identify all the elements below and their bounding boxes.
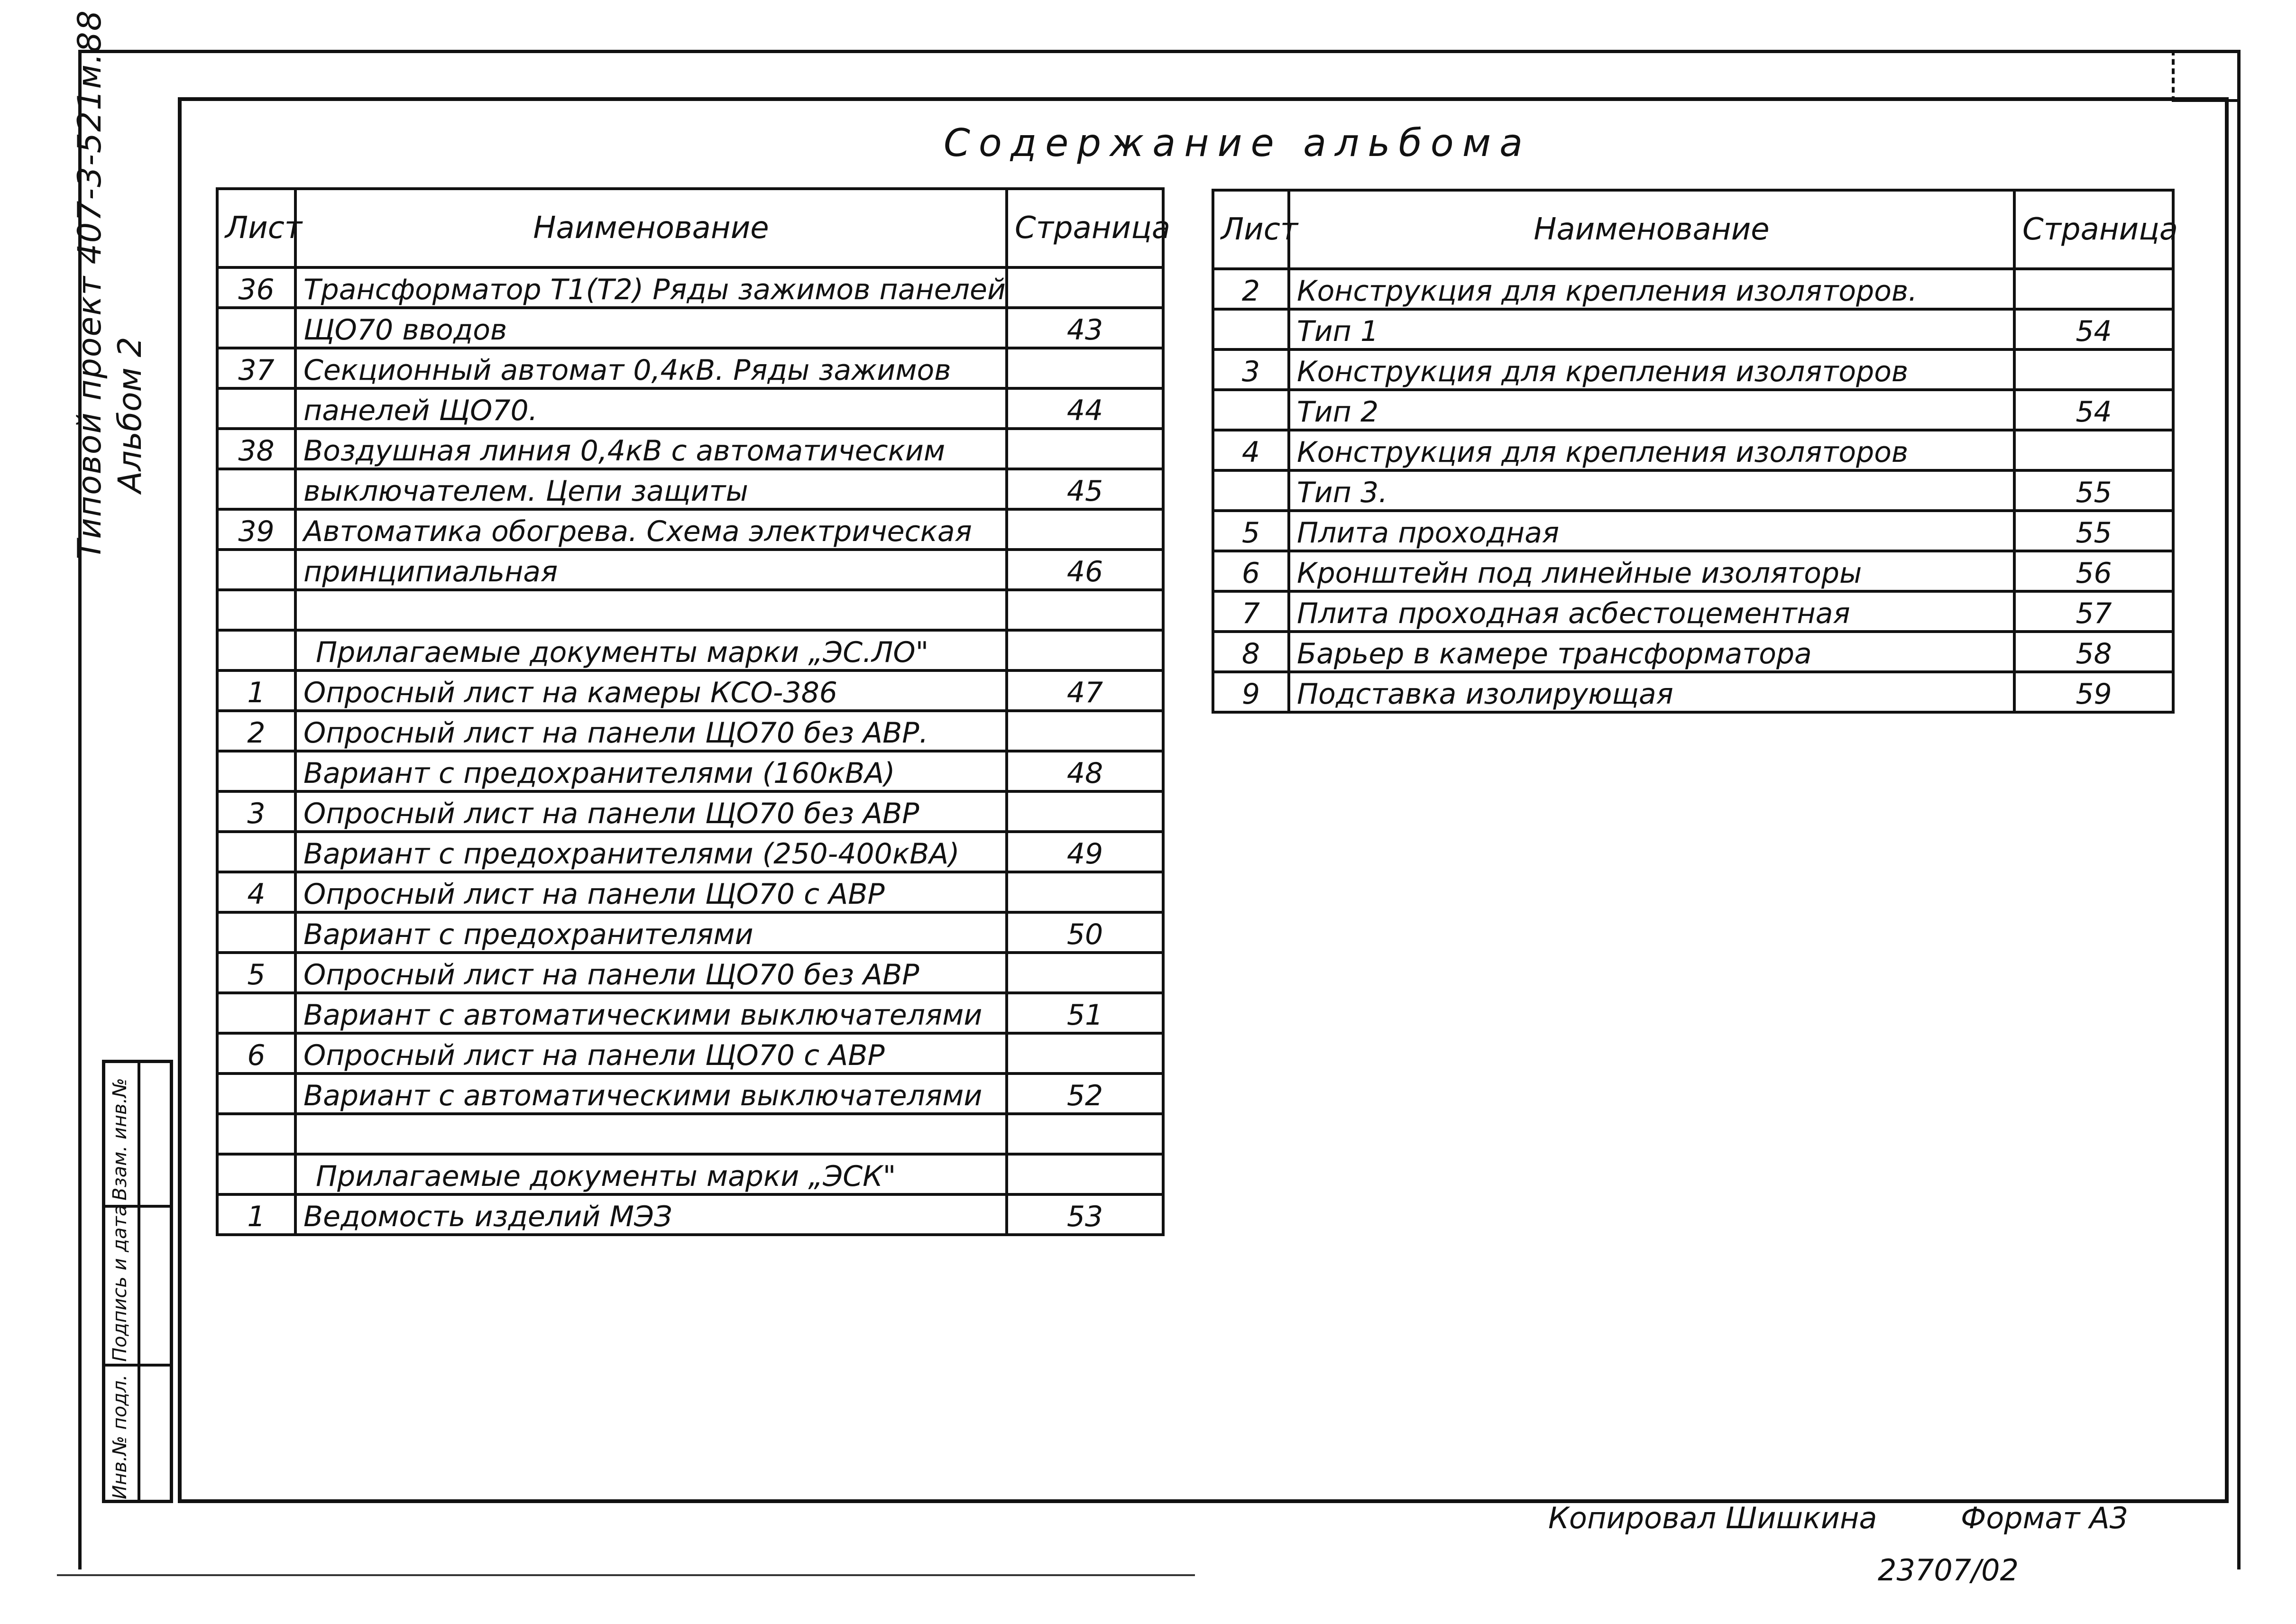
row-sheet-cell	[217, 1114, 295, 1154]
row-sheet-cell	[217, 388, 295, 429]
table-header-row	[1213, 190, 2173, 269]
row-sheet-cell: 6	[1213, 551, 1289, 591]
row-name-cell: принципиальная	[295, 550, 1007, 590]
row-sheet-cell	[217, 1073, 295, 1114]
table-row	[217, 469, 1163, 509]
row-name-cell: ЩО70 вводов	[295, 308, 1007, 348]
table-row	[217, 953, 1163, 993]
table-row	[217, 670, 1163, 711]
row-name-cell: Воздушная линия 0,4кВ с автоматическим	[295, 429, 1007, 469]
row-page-cell	[1007, 1033, 1163, 1073]
row-name-cell: Прилагаемые документы марки „ЭСК"	[295, 1154, 1007, 1194]
row-sheet-cell: 36	[217, 267, 295, 308]
row-name-cell: Опросный лист на камеры КСО-386	[295, 670, 1007, 711]
row-name-cell: Кронштейн под линейные изоляторы	[1289, 551, 2014, 591]
row-name-cell: Опросный лист на панели ЩО70 без АВР	[295, 791, 1007, 832]
row-page-cell: 44	[1007, 388, 1163, 429]
row-name-cell: Секционный автомат 0,4кВ. Ряды зажимов	[295, 348, 1007, 388]
row-sheet-cell: 8	[1213, 632, 1289, 672]
row-sheet-cell: 4	[217, 872, 295, 912]
row-sheet-cell	[1213, 309, 1289, 349]
row-name-cell	[295, 590, 1007, 630]
row-page-cell	[2014, 349, 2173, 390]
row-sheet-cell	[217, 832, 295, 872]
row-page-cell: 50	[1007, 912, 1163, 953]
table-row	[1213, 672, 2173, 712]
row-page-cell	[1007, 267, 1163, 308]
row-page-cell	[1007, 509, 1163, 550]
row-page-cell	[1007, 348, 1163, 388]
table-row	[217, 912, 1163, 953]
row-sheet-cell: 2	[1213, 269, 1289, 309]
row-name-cell: Вариант с предохранителями (160кВА)	[295, 751, 1007, 791]
row-sheet-cell	[217, 912, 295, 953]
row-sheet-cell: 1	[217, 1194, 295, 1235]
row-page-cell	[1007, 630, 1163, 670]
table-row	[217, 509, 1163, 550]
row-page-cell	[1007, 872, 1163, 912]
row-page-cell: 51	[1007, 993, 1163, 1033]
table-row	[217, 993, 1163, 1033]
table-row	[217, 1154, 1163, 1194]
row-name-cell: Прилагаемые документы марки „ЭС.ЛО"	[295, 630, 1007, 670]
row-sheet-cell: 3	[217, 791, 295, 832]
row-page-cell: 43	[1007, 308, 1163, 348]
row-page-cell: 55	[2014, 511, 2173, 551]
header-name: Наименование	[1289, 190, 2014, 269]
row-page-cell	[1007, 791, 1163, 832]
table-row	[217, 388, 1163, 429]
row-sheet-cell	[217, 993, 295, 1033]
row-name-cell	[295, 1114, 1007, 1154]
project-title: Типовой проект 407-3-521м.88	[71, 9, 109, 560]
row-page-cell: 53	[1007, 1194, 1163, 1235]
row-sheet-cell: 6	[217, 1033, 295, 1073]
row-page-cell	[1007, 953, 1163, 993]
row-page-cell	[1007, 711, 1163, 751]
table-row	[217, 751, 1163, 791]
row-page-cell	[1007, 429, 1163, 469]
row-page-cell: 57	[2014, 591, 2173, 632]
row-sheet-cell	[217, 308, 295, 348]
row-page-cell: 58	[2014, 632, 2173, 672]
row-page-cell	[1007, 1114, 1163, 1154]
row-name-cell: Автоматика обогрева. Схема электрическая	[295, 509, 1007, 550]
contents-table-left	[216, 187, 1171, 1236]
row-sheet-cell	[217, 469, 295, 509]
album-number: Альбом 2	[111, 337, 149, 493]
header-page: Страница	[2014, 190, 2173, 269]
row-page-cell: 46	[1007, 550, 1163, 590]
row-sheet-cell	[217, 630, 295, 670]
table-row	[217, 872, 1163, 912]
table-row	[1213, 390, 2173, 430]
table-header-row	[217, 189, 1163, 267]
table-row	[217, 1073, 1163, 1114]
row-sheet-cell	[217, 1154, 295, 1194]
sheet-format: Формат А3	[1961, 1501, 2129, 1535]
row-name-cell: Барьер в камере трансформатора	[1289, 632, 2014, 672]
table-row	[1213, 470, 2173, 511]
row-page-cell	[2014, 269, 2173, 309]
row-page-cell: 56	[2014, 551, 2173, 591]
corner-box	[2172, 50, 2241, 102]
stamp-label-signature: Подпись и дата	[109, 1204, 131, 1362]
stamp-label-inventory: Инв.№ подл.	[109, 1374, 131, 1499]
row-sheet-cell	[1213, 470, 1289, 511]
header-page: Страница	[1007, 189, 1163, 267]
table-row	[217, 429, 1163, 469]
row-page-cell: 47	[1007, 670, 1163, 711]
row-page-cell: 54	[2014, 390, 2173, 430]
table-row	[1213, 511, 2173, 551]
row-page-cell: 52	[1007, 1073, 1163, 1114]
row-name-cell: Вариант с предохранителями	[295, 912, 1007, 953]
row-name-cell: Конструкция для крепления изоляторов.	[1289, 269, 2014, 309]
row-name-cell: Плита проходная	[1289, 511, 2014, 551]
table-row	[217, 267, 1163, 308]
row-name-cell: Опросный лист на панели ЩО70 с АВР	[295, 1033, 1007, 1073]
row-name-cell: Конструкция для крепления изоляторов	[1289, 430, 2014, 470]
row-page-cell	[1007, 590, 1163, 630]
row-sheet-cell: 9	[1213, 672, 1289, 712]
table-row	[217, 590, 1163, 630]
row-name-cell: Тип 3.	[1289, 470, 2014, 511]
row-sheet-cell: 5	[1213, 511, 1289, 551]
approval-stamp	[102, 1060, 173, 1503]
row-name-cell: Тип 1	[1289, 309, 2014, 349]
table-row	[217, 832, 1163, 872]
stamp-cell-signature	[105, 1204, 170, 1367]
table-row	[1213, 269, 2173, 309]
row-name-cell: Ведомость изделий МЭЗ	[295, 1194, 1007, 1235]
row-sheet-cell: 37	[217, 348, 295, 388]
table-row	[217, 308, 1163, 348]
row-name-cell: Опросный лист на панели ЩО70 без АВР.	[295, 711, 1007, 751]
side-title	[71, 9, 194, 560]
table-row	[217, 630, 1163, 670]
row-name-cell: Трансформатор Т1(Т2) Ряды зажимов панелей	[295, 267, 1007, 308]
table-row	[217, 711, 1163, 751]
header-sheet: Лист	[1213, 190, 1289, 269]
row-page-cell: 54	[2014, 309, 2173, 349]
bottom-edge-line	[57, 1574, 1195, 1576]
row-sheet-cell	[217, 751, 295, 791]
row-sheet-cell	[217, 590, 295, 630]
stamp-label-replacement: Взам. инв.№	[109, 1078, 131, 1201]
stamp-cell-inventory	[105, 1367, 170, 1503]
row-page-cell: 48	[1007, 751, 1163, 791]
table-row	[217, 348, 1163, 388]
row-sheet-cell: 38	[217, 429, 295, 469]
row-sheet-cell: 1	[217, 670, 295, 711]
table-row	[1213, 591, 2173, 632]
table-row	[217, 791, 1163, 832]
row-sheet-cell	[1213, 390, 1289, 430]
row-name-cell: Вариант с автоматическими выключателями	[295, 993, 1007, 1033]
row-page-cell: 49	[1007, 832, 1163, 872]
row-name-cell: Вариант с автоматическими выключателями	[295, 1073, 1007, 1114]
table-row	[217, 1194, 1163, 1235]
row-sheet-cell: 4	[1213, 430, 1289, 470]
row-name-cell: Вариант с предохранителями (250-400кВА)	[295, 832, 1007, 872]
row-page-cell	[2014, 430, 2173, 470]
row-sheet-cell: 3	[1213, 349, 1289, 390]
document-number: 23707/02	[1878, 1553, 2019, 1587]
row-page-cell: 59	[2014, 672, 2173, 712]
row-sheet-cell	[217, 550, 295, 590]
table-row	[217, 550, 1163, 590]
row-name-cell: Подставка изолирующая	[1289, 672, 2014, 712]
header-name: Наименование	[295, 189, 1007, 267]
row-sheet-cell: 39	[217, 509, 295, 550]
table-row	[1213, 632, 2173, 672]
row-page-cell: 55	[2014, 470, 2173, 511]
copied-by: Копировал Шишкина	[1548, 1501, 1877, 1535]
row-name-cell: Тип 2	[1289, 390, 2014, 430]
row-name-cell: панелей ЩО70.	[295, 388, 1007, 429]
table-row	[217, 1114, 1163, 1154]
table-row	[1213, 349, 2173, 390]
table-row	[1213, 551, 2173, 591]
table-row	[217, 1033, 1163, 1073]
contents-table-right	[1212, 189, 2178, 714]
row-page-cell: 45	[1007, 469, 1163, 509]
row-name-cell: Опросный лист на панели ЩО70 с АВР	[295, 872, 1007, 912]
row-sheet-cell: 2	[217, 711, 295, 751]
row-sheet-cell: 5	[217, 953, 295, 993]
row-name-cell: Плита проходная асбестоцементная	[1289, 591, 2014, 632]
table-row	[1213, 430, 2173, 470]
row-name-cell: Конструкция для крепления изоляторов	[1289, 349, 2014, 390]
album-contents-title: Содержание альбома	[944, 121, 1532, 165]
header-sheet: Лист	[217, 189, 295, 267]
row-page-cell	[1007, 1154, 1163, 1194]
row-name-cell: Опросный лист на панели ЩО70 без АВР	[295, 953, 1007, 993]
stamp-cell-replacement	[105, 1063, 170, 1208]
table-row	[1213, 309, 2173, 349]
row-sheet-cell: 7	[1213, 591, 1289, 632]
row-name-cell: выключателем. Цепи защиты	[295, 469, 1007, 509]
